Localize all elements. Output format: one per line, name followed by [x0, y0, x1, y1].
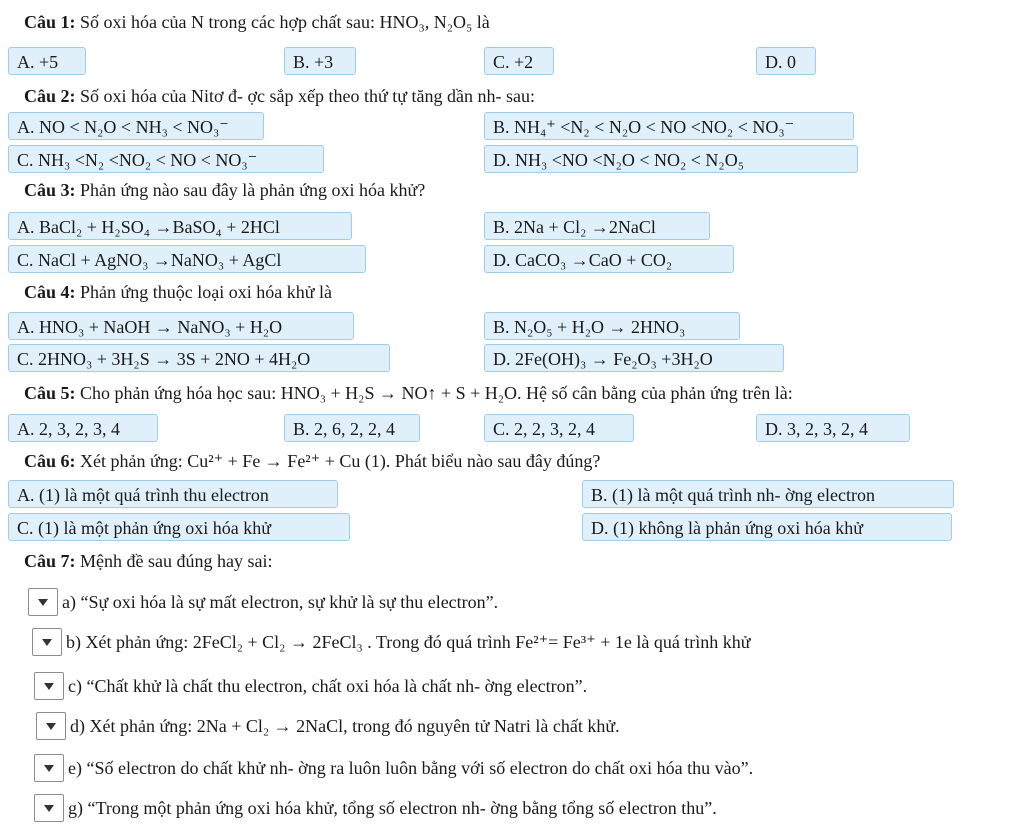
- chevron-down-icon: [44, 683, 54, 690]
- question-1-text: Số oxi hóa của N trong các hợp chất sau: HNO₃, N₂O₅ là: [80, 12, 490, 32]
- q7-statement-a: [28, 588, 498, 618]
- q1-option-a[interactable]: A. +5: [8, 47, 86, 75]
- q5-option-d[interactable]: D. 3, 2, 3, 2, 4: [756, 414, 910, 442]
- q7-e-text: e) “Số electron do chất khử nh- ờng ra luôn luôn bằng với số electron do chất oxi hóa thu vào”.: [68, 758, 754, 778]
- q7-statement-e: [34, 754, 753, 784]
- q3-option-a[interactable]: A. BaCl₂ + H₂SO₄ →BaSO₄ + 2HCl: [8, 212, 352, 240]
- question-4-label: Câu 4:: [24, 282, 76, 302]
- question-3-text: Phản ứng nào sau đây là phản ứng oxi hóa khử?: [80, 180, 426, 200]
- q7-d-text: d) Xét phản ứng: 2Na + Cl₂ → 2NaCl, trong đó nguyên tử Natri là chất khử.: [70, 716, 620, 736]
- chevron-down-icon: [46, 723, 56, 730]
- q7-b-text: b) Xét phản ứng: 2FeCl₂ + Cl₂ → 2FeCl₃ . Trong đó quá trình Fe²⁺= Fe³⁺ + 1e là quá trình khử: [66, 632, 751, 652]
- q4-option-a[interactable]: A. HNO₃ + NaOH → NaNO₃ + H₂O: [8, 312, 354, 340]
- chevron-down-icon: [42, 639, 52, 646]
- question-7-label: Câu 7:: [24, 551, 76, 571]
- q6-option-a[interactable]: A. (1) là một quá trình thu electron: [8, 480, 338, 508]
- question-2-text: Số oxi hóa của Nitơ đ- ợc sắp xếp theo thứ tự tăng dần nh- sau:: [80, 86, 535, 106]
- q7-statement-g: [34, 794, 717, 824]
- q7-statement-d: [36, 712, 620, 742]
- q4-option-d[interactable]: D. 2Fe(OH)₃ → Fe₂O₃ +3H₂O: [484, 344, 784, 372]
- question-4: [24, 280, 332, 304]
- q5-option-b[interactable]: B. 2, 6, 2, 2, 4: [284, 414, 420, 442]
- q7-c-text: c) “Chất khử là chất thu electron, chất oxi hóa là chất nh- ờng electron”.: [68, 676, 588, 696]
- q1-option-b[interactable]: B. +3: [284, 47, 356, 75]
- question-7-text: Mệnh đề sau đúng hay sai:: [80, 551, 273, 571]
- question-6-label: Câu 6:: [24, 451, 76, 471]
- q7-c-dropdown[interactable]: [34, 672, 64, 700]
- q2-option-a[interactable]: A. NO < N₂O < NH₃ < NO₃⁻: [8, 112, 264, 140]
- q4-option-b[interactable]: B. N₂O₅ + H₂O → 2HNO₃: [484, 312, 740, 340]
- q3-option-c[interactable]: C. NaCl + AgNO₃ →NaNO₃ + AgCl: [8, 245, 366, 273]
- question-6: [24, 449, 600, 473]
- question-4-text: Phản ứng thuộc loại oxi hóa khử là: [80, 282, 332, 302]
- q4-option-c[interactable]: C. 2HNO₃ + 3H₂S → 3S + 2NO + 4H₂O: [8, 344, 390, 372]
- q1-option-c[interactable]: C. +2: [484, 47, 554, 75]
- q2-option-b[interactable]: B. NH₄⁺ <N₂ < N₂O < NO <NO₂ < NO₃⁻: [484, 112, 854, 140]
- q5-option-a[interactable]: A. 2, 3, 2, 3, 4: [8, 414, 158, 442]
- q5-option-c[interactable]: C. 2, 2, 3, 2, 4: [484, 414, 634, 442]
- question-5: [24, 381, 793, 405]
- question-2-label: Câu 2:: [24, 86, 76, 106]
- question-3: [24, 178, 425, 202]
- q7-d-dropdown[interactable]: [36, 712, 66, 740]
- chevron-down-icon: [44, 805, 54, 812]
- question-5-label: Câu 5:: [24, 383, 76, 403]
- q7-g-text: g) “Trong một phản ứng oxi hóa khử, tổng số electron nh- ờng bằng tổng số electron thu”.: [68, 798, 717, 818]
- question-2: [24, 84, 535, 108]
- chevron-down-icon: [44, 765, 54, 772]
- question-7: [24, 549, 272, 573]
- q6-option-d[interactable]: D. (1) không là phản ứng oxi hóa khử: [582, 513, 952, 541]
- chevron-down-icon: [38, 599, 48, 606]
- question-1: [24, 10, 490, 34]
- q7-statement-b: [32, 628, 751, 658]
- q7-a-dropdown[interactable]: [28, 588, 58, 616]
- question-1-label: Câu 1:: [24, 12, 76, 32]
- q6-option-b[interactable]: B. (1) là một quá trình nh- ờng electron: [582, 480, 954, 508]
- q7-g-dropdown[interactable]: [34, 794, 64, 822]
- q7-statement-c: [34, 672, 587, 702]
- q7-b-dropdown[interactable]: [32, 628, 62, 656]
- q2-option-d[interactable]: D. NH₃ <NO <N₂O < NO₂ < N₂O₅: [484, 145, 858, 173]
- question-3-label: Câu 3:: [24, 180, 76, 200]
- q7-a-text: a) “Sự oxi hóa là sự mất electron, sự khử là sự thu electron”.: [62, 592, 499, 612]
- q6-option-c[interactable]: C. (1) là một phản ứng oxi hóa khử: [8, 513, 350, 541]
- q3-option-b[interactable]: B. 2Na + Cl₂ →2NaCl: [484, 212, 710, 240]
- q1-option-d[interactable]: D. 0: [756, 47, 816, 75]
- question-6-text: Xét phản ứng: Cu²⁺ + Fe → Fe²⁺ + Cu (1). Phát biểu nào sau đây đúng?: [80, 451, 601, 471]
- q7-e-dropdown[interactable]: [34, 754, 64, 782]
- question-5-text: Cho phản ứng hóa học sau: HNO₃ + H₂S → NO↑ + S + H₂O. Hệ số cân bằng của phản ứng trên là:: [80, 383, 793, 403]
- q3-option-d[interactable]: D. CaCO₃ →CaO + CO₂: [484, 245, 734, 273]
- q2-option-c[interactable]: C. NH₃ <N₂ <NO₂ < NO < NO₃⁻: [8, 145, 324, 173]
